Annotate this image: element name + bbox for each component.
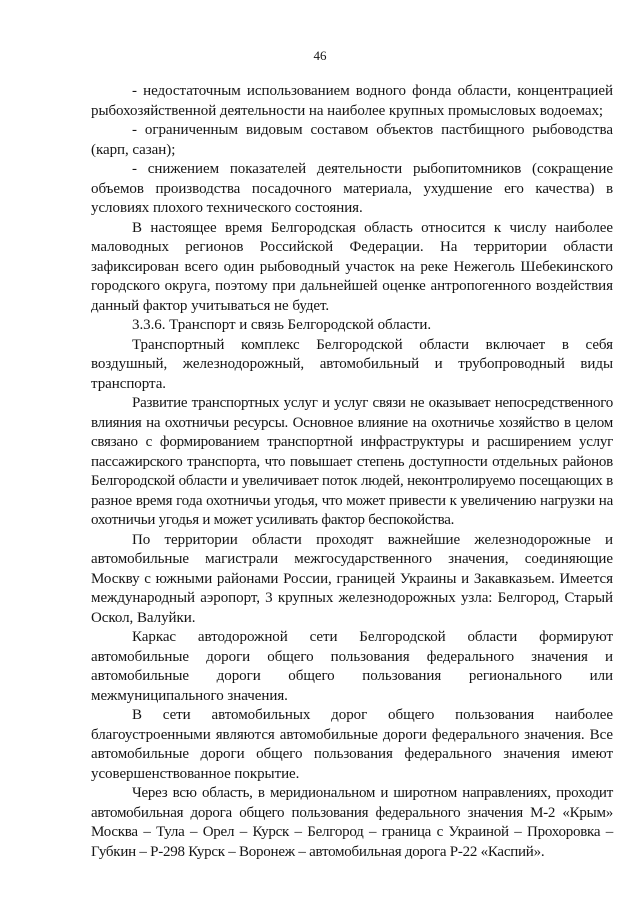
page-number: 46 — [313, 48, 327, 63]
paragraph-water-scarcity: В настоящее время Белгородская область относится к числу наиболее маловодных регионов Российской Федерации. На территории области зафиксирован всего один рыбоводный участок на реке Нежеголь Шебекинского городского округа, поэтому при дальнейшей оценке антропогенного воздействия данный фактор учитываться не будет. — [91, 219, 613, 314]
paragraph-species-composition: - ограниченным видовым составом объектов пастбищного рыбоводства (карп, сазан); — [91, 122, 613, 158]
paragraph-fish-nurseries: - снижением показателей деятельности рыбопитомников (сокращение объемов производства посадочного материала, ухудшение его качества) в условиях плохого технического состояния. — [91, 161, 613, 216]
paragraph-road-network: Каркас автодорожной сети Белгородской области формируют автомобильные дороги общего пользования федерального значения и автомобильные дороги общего пользования регионального или межмуниципального значения. — [91, 629, 613, 704]
paragraph-fish-fund: - недостаточным использованием водного фонда области, концентрацией рыбохозяйственной деятельности на наиболее крупных промысловых водоемах; — [91, 83, 613, 119]
section-heading-transport: 3.3.6. Транспорт и связь Белгородской области. — [132, 317, 432, 333]
body-text — [91, 82, 613, 862]
paragraph-transport-impact: Развитие транспортных услуг и услуг связи не оказывает непосредственного влияния на охотничьи ресурсы. Основное влияние на охотничье хозяйство в целом связано с формированием транспортной инфраструктуры и расширением услуг пассажирского транспорта, что повышает степень доступности отдельных районов Белгородской области и увеличивает поток людей, неконтролируемо посещающих в разное время года охотничьи угодья, что может привести к увеличению нагрузки на охотничьи угодья и может усиливать фактор беспокойства. — [91, 395, 613, 528]
paragraph-transport-complex: Транспортный комплекс Белгородской области включает в себя воздушный, железнодорожный, автомобильный и трубопроводный виды транспорта. — [91, 336, 613, 392]
paragraph-highways-railways: По территории области проходят важнейшие железнодорожные и автомобильные магистрали межгосударственного значения, соединяющие Москву с южными районами России, границей Украины и Закавказьем. Имеется международный аэропорт, 3 крупных железнодорожных узла: Белгород, Старый Оскол, Валуйки. — [91, 531, 613, 626]
paragraph-m2-crimea-road: Через всю область, в меридиональном и широтном направлениях, проходит автомобильная дорога общего пользования федерального значения М-2 «Крым» Москва – Тула – Орел – Курск – Белгород – граница с Украиной – Прохоровка – Губкин – Р-298 Курск – Воронеж – автомобильная дорога Р-22 «Каспий». — [91, 785, 613, 860]
paragraph-federal-roads: В сети автомобильных дорог общего пользования наиболее благоустроенными являются автомобильные дороги федерального значения. Все автомобильные дороги общего пользования федерального значения имеют усовершенствованное покрытие. — [91, 707, 613, 782]
